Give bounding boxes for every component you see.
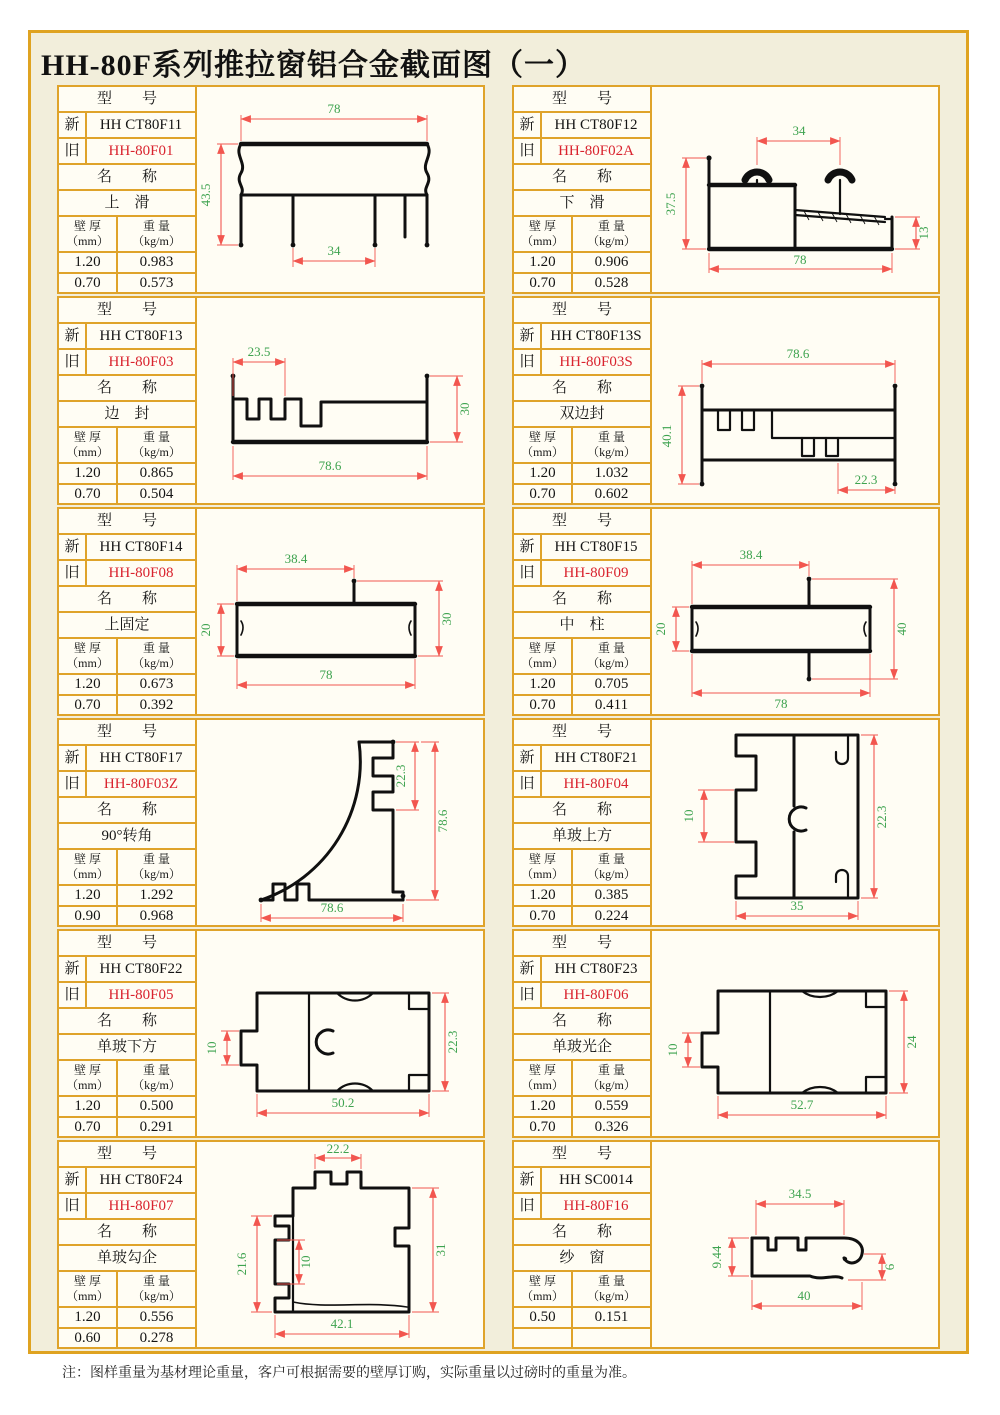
profile-name: 90°转角 [59,824,195,850]
new-label: 新 [59,957,87,981]
spec-table [514,509,652,714]
spec-table [59,298,197,503]
value-row: 1.20 0.559 [514,1097,650,1118]
model-old: HH-80F01 [108,142,174,159]
document-frame [28,30,969,1354]
old-label: 旧 [59,1194,87,1218]
thickness-header: 壁 厚 （mm） [59,850,118,884]
value-row: 1.20 0.906 [514,253,650,274]
spec-table [514,1142,652,1347]
thickness-header: 壁 厚 （mm） [59,1272,118,1306]
model-header: 型 号 [59,931,195,957]
model-old-row [59,772,195,798]
name-header: 名 称 [59,165,195,191]
value-row: 0.60 0.278 [59,1329,195,1347]
profile-name: 上固定 [59,613,195,639]
model-old: HH-80F16 [563,1197,629,1214]
cross-section-drawing [197,298,483,503]
dim-label: 35 [790,898,804,913]
profile-cell-ct80f13s [512,296,940,505]
profile-cell-ct80f17 [57,718,485,927]
thickness-header: 壁 厚 （mm） [59,217,118,251]
thickness-header: 壁 厚 （mm） [59,428,118,462]
footer-note: 注：图样重量为基材理论重量，客户可根据需要的壁厚订购，实际重量以过磅时的重量为准。 [62,1364,636,1380]
dim-label: 10 [298,1255,313,1269]
profile-name: 纱 窗 [514,1246,650,1272]
dim-label: 10 [204,1041,219,1055]
model-new-row [514,746,650,772]
profile-name: 上 滑 [59,191,195,217]
spec-table [514,931,652,1136]
model-new-row [59,535,195,561]
profile-outline [702,991,886,1093]
model-header: 型 号 [514,509,650,535]
profile-outline [237,579,415,656]
dim-label: 78 [327,101,341,116]
profile-name: 单玻勾企 [59,1246,195,1272]
dim-label: 78 [319,667,333,682]
dim-label: 6 [882,1263,897,1271]
dim-label: 50.2 [331,1095,355,1110]
dim-label: 38.4 [284,551,308,566]
model-old-row [514,561,650,587]
value-row: 0.70 0.528 [514,274,650,292]
model-old-row [514,1194,650,1220]
thickness-header: 壁 厚 （mm） [59,639,118,673]
model-new-row [59,746,195,772]
profile-name: 边 封 [59,402,195,428]
new-label: 新 [514,113,542,137]
profile-outline [752,1238,862,1278]
drawing-side-seal [197,298,483,503]
dim-label: 78.6 [435,809,450,833]
model-new-row [514,1168,650,1194]
model-old-row [514,983,650,1009]
new-label: 新 [59,746,87,770]
dim-label: 37.5 [663,192,678,216]
model-new-row [514,113,650,139]
model-new-row [514,957,650,983]
value-row: 0.70 0.326 [514,1118,650,1136]
profile-cell-ct80f12 [512,85,940,294]
value-row: 0.70 0.504 [59,485,195,503]
spec-table [59,1142,197,1347]
model-old: HH-80F03Z [103,775,179,792]
new-label: 新 [59,113,87,137]
model-old: HH-80F06 [563,986,629,1003]
spec-table [59,720,197,925]
model-new: HH CT80F13 [99,327,183,344]
model-header: 型 号 [514,87,650,113]
profile-outline [241,993,429,1091]
thickness-header: 壁 厚 （mm） [59,1061,118,1095]
value-row: 1.20 0.500 [59,1097,195,1118]
dim-label: 13 [916,226,931,240]
drawing-90-corner [197,720,483,925]
dim-label: 34 [327,243,341,258]
profile-grid [57,85,940,1349]
dim-label: 40 [894,622,909,636]
model-old-row [514,772,650,798]
dim-label: 78.6 [786,346,810,361]
model-new: HH CT80F13S [550,327,642,344]
units-header [59,639,195,675]
profile-cell-ct80f14 [57,507,485,716]
value-row: 1.20 1.292 [59,886,195,907]
weight-header: 重 量 （kg/m） [587,1063,636,1092]
cross-section-drawing [197,509,483,714]
new-label: 新 [514,324,542,348]
units-header [514,217,650,253]
model-new: HH CT80F12 [554,116,638,133]
profile-cell-sc0014 [512,1140,940,1349]
weight-header: 重 量 （kg/m） [132,1274,181,1303]
units-header [59,1061,195,1097]
model-header: 型 号 [59,298,195,324]
model-new-row [514,324,650,350]
weight-header: 重 量 （kg/m） [132,219,181,248]
model-new: HH CT80F23 [554,960,638,977]
value-row: 1.20 0.983 [59,253,195,274]
dim-label: 31 [433,1243,448,1257]
dim-label: 22.2 [326,1142,350,1156]
value-row: 1.20 0.673 [59,675,195,696]
value-row: 1.20 0.556 [59,1308,195,1329]
model-new: HH CT80F22 [99,960,183,977]
profile-outline [736,735,858,898]
spec-table [59,509,197,714]
dim-label: 30 [457,402,472,416]
new-label: 新 [514,746,542,770]
name-header: 名 称 [59,587,195,613]
model-new: HH CT80F15 [554,538,638,555]
old-label: 旧 [514,983,542,1007]
dim-label: 22.3 [874,805,889,829]
dim-label: 78.6 [318,458,342,473]
dim-label: 20 [198,623,213,637]
model-header: 型 号 [59,87,195,113]
dimensions [198,101,427,267]
drawing-top-fixed [197,509,483,714]
model-old-row [514,350,650,376]
thickness-header: 壁 厚 （mm） [514,1061,573,1095]
name-header: 名 称 [514,1009,650,1035]
weight-header: 重 量 （kg/m） [587,1274,636,1303]
cross-section-drawing [652,931,938,1136]
drawing-single-glass-smooth-stile [652,931,938,1136]
name-header: 名 称 [59,376,195,402]
model-old-row [59,561,195,587]
new-label: 新 [514,1168,542,1192]
weight-header: 重 量 （kg/m） [132,1063,181,1092]
profile-name: 单玻下方 [59,1035,195,1061]
dim-label: 22.3 [854,472,878,487]
value-row: 1.20 0.705 [514,675,650,696]
page-title: HH-80F系列推拉窗铝合金截面图（一） [41,49,586,82]
cross-section-drawing [652,87,938,292]
dim-label: 78.6 [320,900,344,915]
profile-outline [259,740,406,903]
old-label: 旧 [514,350,542,374]
profile-cell-ct80f13 [57,296,485,505]
weight-header: 重 量 （kg/m） [587,852,636,881]
model-old: HH-80F05 [108,986,174,1003]
dimensions [709,1186,897,1310]
dim-label: 40 [797,1288,811,1303]
name-header: 名 称 [514,1220,650,1246]
dimensions [233,344,472,480]
model-old: HH-80F09 [563,564,629,581]
model-new-row [59,957,195,983]
cross-section-drawing [652,720,938,925]
new-label: 新 [59,324,87,348]
cross-section-drawing [652,509,938,714]
value-row [514,1329,650,1347]
model-header: 型 号 [59,720,195,746]
units-header [59,1272,195,1308]
dimensions [234,1142,448,1338]
model-header: 型 号 [514,720,650,746]
model-new-row [59,324,195,350]
weight-header: 重 量 （kg/m） [587,641,636,670]
profile-name: 下 滑 [514,191,650,217]
dimensions [261,742,450,922]
drawing-single-glass-top [652,720,938,925]
old-label: 旧 [59,350,87,374]
units-header [514,639,650,675]
model-old: HH-80F08 [108,564,174,581]
old-label: 旧 [59,983,87,1007]
dim-label: 22.3 [445,1030,460,1054]
name-header: 名 称 [514,587,650,613]
model-header: 型 号 [514,298,650,324]
value-row: 0.70 0.573 [59,274,195,292]
profile-outline [700,384,898,487]
drawing-single-glass-bottom [197,931,483,1136]
value-row: 0.70 0.602 [514,485,650,503]
dimensions [659,346,895,494]
name-header: 名 称 [514,798,650,824]
old-label: 旧 [514,139,542,163]
drawing-screen-window [652,1142,938,1347]
dim-label: 40.1 [659,424,674,448]
name-header: 名 称 [514,165,650,191]
dim-label: 42.1 [330,1316,354,1331]
model-old-row [59,983,195,1009]
dim-label: 20 [653,622,668,636]
weight-header: 重 量 （kg/m） [132,852,181,881]
drawing-bottom-slide [652,87,938,292]
cross-section-drawing [197,931,483,1136]
old-label: 旧 [59,561,87,585]
model-old-row [514,139,650,165]
profile-cell-ct80f24 [57,1140,485,1349]
profile-outline [231,374,430,442]
thickness-header: 壁 厚 （mm） [514,850,573,884]
dim-label: 10 [681,809,696,823]
dim-label: 38.4 [739,547,763,562]
model-new: HH CT80F11 [99,116,183,133]
model-old: HH-80F02A [558,142,634,159]
name-header: 名 称 [59,1220,195,1246]
old-label: 旧 [59,139,87,163]
spec-table [59,931,197,1136]
dim-label: 21.6 [234,1252,249,1276]
weight-header: 重 量 （kg/m） [132,430,181,459]
value-row: 0.70 0.291 [59,1118,195,1136]
model-new: HH CT80F24 [99,1171,183,1188]
weight-header: 重 量 （kg/m） [132,641,181,670]
model-old-row [59,1194,195,1220]
thickness-header: 壁 厚 （mm） [514,428,573,462]
old-label: 旧 [59,772,87,796]
units-header [514,850,650,886]
old-label: 旧 [514,772,542,796]
units-header [514,428,650,464]
model-new: HH CT80F14 [99,538,183,555]
old-label: 旧 [514,561,542,585]
dim-label: 78 [793,252,807,267]
model-old: HH-80F04 [563,775,629,792]
dim-label: 23.5 [247,344,271,359]
thickness-header: 壁 厚 （mm） [514,639,573,673]
value-row: 0.50 0.151 [514,1308,650,1329]
profile-outline [239,144,430,247]
model-new: HH CT80F21 [554,749,638,766]
new-label: 新 [514,957,542,981]
model-new-row [59,1168,195,1194]
value-row: 0.70 0.411 [514,696,650,714]
model-header: 型 号 [514,931,650,957]
spec-table [514,720,652,925]
new-label: 新 [59,1168,87,1192]
drawing-top-slide [197,87,483,292]
dim-label: 43.5 [198,183,213,207]
cross-section-drawing [652,1142,938,1347]
cross-section-drawing [197,720,483,925]
dim-label: 9.44 [709,1245,724,1269]
weight-header: 重 量 （kg/m） [587,219,636,248]
drawing-single-glass-hook-stile [197,1142,483,1347]
name-header: 名 称 [514,376,650,402]
spec-table [514,87,652,292]
value-row: 1.20 1.032 [514,464,650,485]
thickness-header: 壁 厚 （mm） [514,1272,573,1306]
profile-outline [275,1172,409,1312]
model-old: HH-80F03 [108,353,174,370]
profile-outline [692,577,870,682]
value-row: 0.70 0.392 [59,696,195,714]
units-header [514,1272,650,1308]
cross-section-drawing [197,1142,483,1347]
model-old: HH-80F07 [108,1197,174,1214]
units-header [59,428,195,464]
profile-outline [706,155,892,249]
dim-label: 10 [665,1043,680,1057]
cross-section-drawing [652,298,938,503]
profile-cell-ct80f15 [512,507,940,716]
spec-table [59,87,197,292]
cross-section-drawing [197,87,483,292]
profile-cell-ct80f21 [512,718,940,927]
spec-table [514,298,652,503]
new-label: 新 [514,535,542,559]
dim-label: 24 [904,1035,919,1049]
value-row: 1.20 0.385 [514,886,650,907]
model-new: HH CT80F17 [99,749,183,766]
value-row: 1.20 0.865 [59,464,195,485]
name-header: 名 称 [59,798,195,824]
model-new-row [59,113,195,139]
model-old-row [59,350,195,376]
model-new: HH SC0014 [559,1171,633,1188]
profile-cell-ct80f22 [57,929,485,1138]
profile-name: 单玻光企 [514,1035,650,1061]
dim-label: 34 [792,123,806,138]
profile-name: 单玻上方 [514,824,650,850]
thickness-header: 壁 厚 （mm） [514,217,573,251]
units-header [59,850,195,886]
drawing-double-side-seal [652,298,938,503]
dim-label: 78 [774,696,788,711]
profile-cell-ct80f23 [512,929,940,1138]
dim-label: 22.3 [393,764,408,788]
value-row: 0.90 0.968 [59,907,195,925]
profile-name: 双边封 [514,402,650,428]
units-header [59,217,195,253]
dim-label: 52.7 [790,1097,814,1112]
dim-label: 34.5 [788,1186,812,1201]
value-row: 0.70 0.224 [514,907,650,925]
name-header: 名 称 [59,1009,195,1035]
dim-label: 30 [439,612,454,626]
drawing-center-post [652,509,938,714]
model-header: 型 号 [514,1142,650,1168]
model-header: 型 号 [59,509,195,535]
weight-header: 重 量 （kg/m） [587,430,636,459]
profile-name: 中 柱 [514,613,650,639]
old-label: 旧 [514,1194,542,1218]
units-header [514,1061,650,1097]
model-old-row [59,139,195,165]
model-new-row [514,535,650,561]
profile-cell-ct80f11 [57,85,485,294]
model-old: HH-80F03S [559,353,633,370]
new-label: 新 [59,535,87,559]
model-header: 型 号 [59,1142,195,1168]
